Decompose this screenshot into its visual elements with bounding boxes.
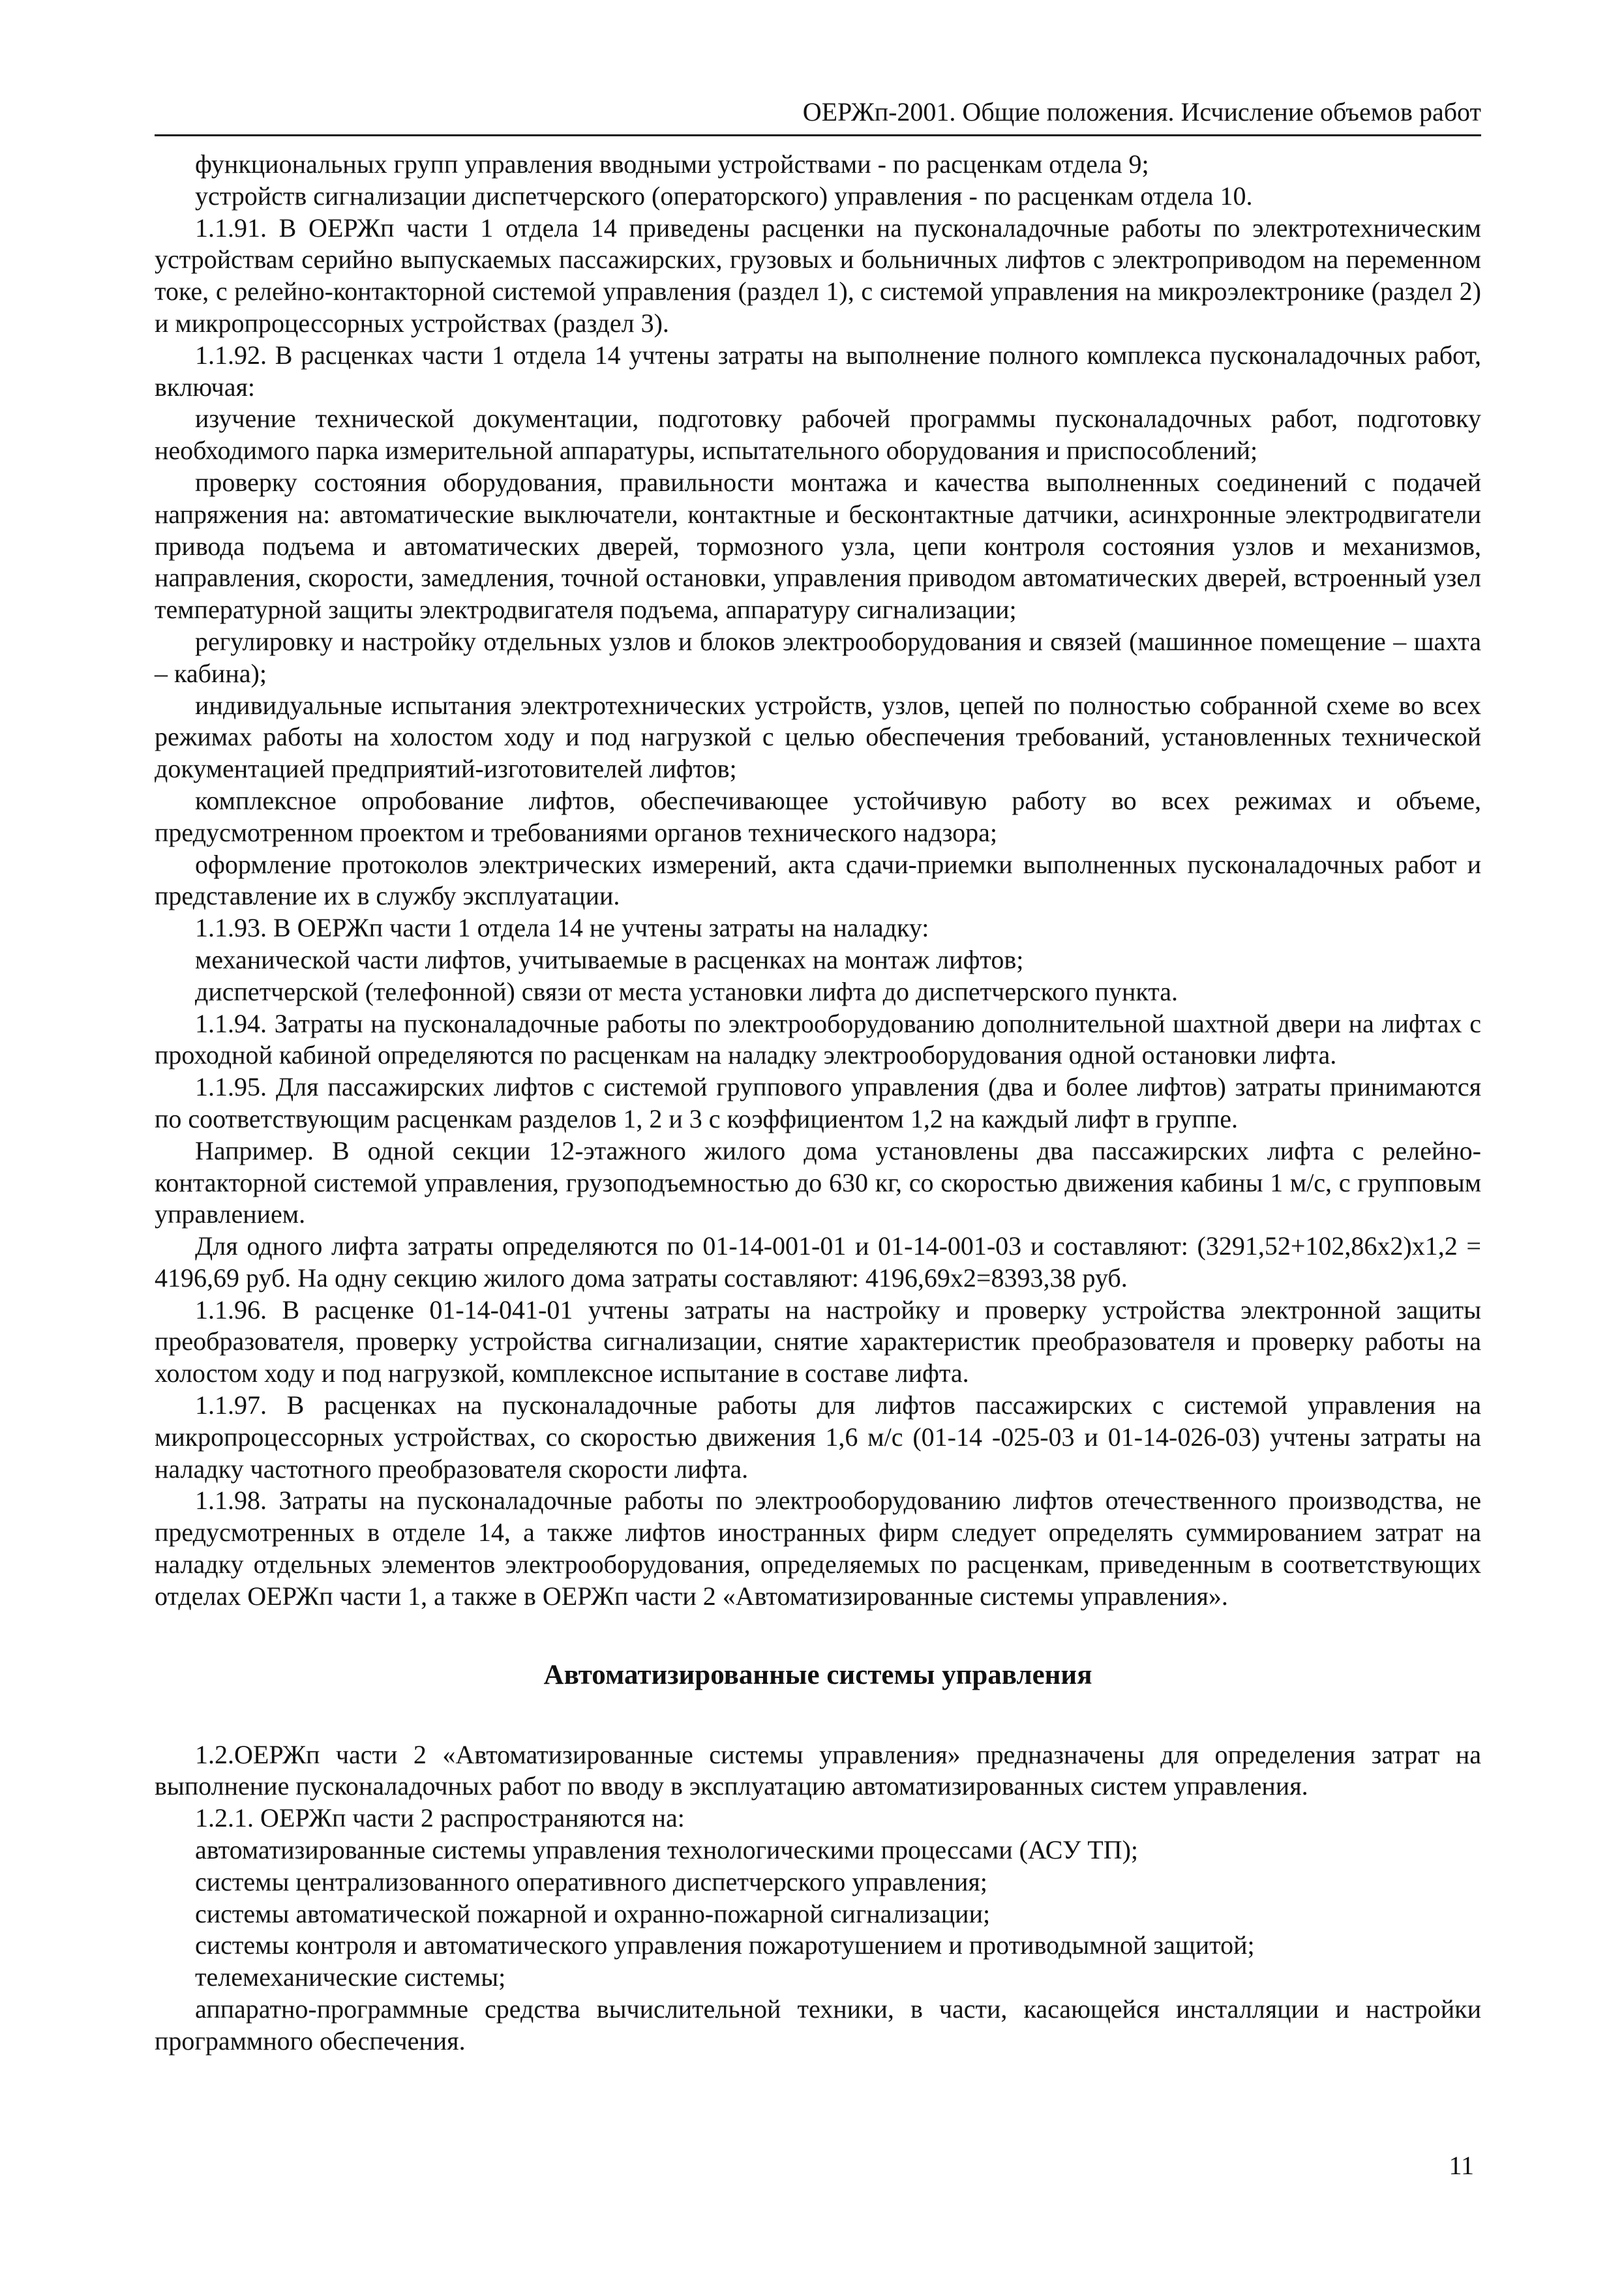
paragraph: 1.1.98. Затраты на пусконаладочные работы по электрооборудованию лифтов отечественного производства, не предусмотренных в отделе 14, а также лифтов иностранных фирм следует определять суммированием затрат на наладку отдельных элементов электрооборудования, определяемых по расценкам, приведенным в соответствующих отделах ОЕРЖп части 1, а также в ОЕРЖп части 2 «Автоматизированные системы управления». xyxy=(155,1486,1481,1611)
paragraph: автоматизированные системы управления технологическими процессами (АСУ ТП); xyxy=(195,1835,1139,1865)
paragraph: оформление протоколов электрических измерений, акта сдачи-приемки выполненных пусконаладочных работ и представление их в службу эксплуатации. xyxy=(155,849,1481,911)
paragraph: 1.1.96. В расценке 01-14-041-01 учтены затраты на настройку и проверку устройства электронной защиты преобразователя, проверку устройства сигнализации, снятие характеристик преобразователя и проверку работы на холостом ходу и под нагрузкой, комплексное испытание в составе лифта. xyxy=(155,1294,1481,1388)
paragraph: системы централизованного оперативного диспетчерского управления; xyxy=(195,1866,987,1896)
paragraph: 1.1.97. В расценках на пусконаладочные работы для лифтов пассажирских с системой управления на микропроцессорных устройствах, со скоростью движения 1,6 м/с (01-14 -025-03 и 01-14-026-03) учтены затраты на наладку частотного преобразователя скорости лифта. xyxy=(155,1390,1481,1484)
page-body xyxy=(155,149,1481,2057)
paragraph: Для одного лифта затраты определяются по 01-14-001-01 и 01-14-001-03 и составляют: (3291,52+102,86х2)х1,2 = 4196,69 руб. На одну секцию жилого дома затраты составляют: 4196,69х2=8393,38 руб. xyxy=(155,1231,1481,1293)
paragraph: телемеханические системы; xyxy=(195,1962,506,1992)
paragraph: изучение технической документации, подготовку рабочей программы пусконаладочных работ, подготовку необходимого парка измерительной аппаратуры, испытательного оборудования и приспособлений; xyxy=(155,404,1481,466)
section-heading: Автоматизированные системы управления xyxy=(543,1659,1092,1690)
paragraph: 1.1.91. В ОЕРЖп части 1 отдела 14 приведены расценки на пусконаладочные работы по электротехническим устройствам серийно выпускаемых пассажирских, грузовых и больничных лифтов с электроприводом на переменном токе, с релейно-контакторной системой управления (раздел 1), с системой управления на микроэлектронике (раздел 2) и микропроцессорных устройствах (раздел 3). xyxy=(155,213,1481,338)
paragraph: аппаратно-программные средства вычислительной техники, в части, касающейся инсталляции и настройки программного обеспечения. xyxy=(155,1994,1481,2056)
paragraph: функциональных групп управления вводными устройствами - по расценкам отдела 9; xyxy=(195,149,1149,179)
paragraph: механической части лифтов, учитываемые в расценках на монтаж лифтов; xyxy=(195,944,1024,974)
paragraph: системы контроля и автоматического управления пожаротушением и противодымной защитой; xyxy=(195,1930,1255,1960)
paragraph: проверку состояния оборудования, правильности монтажа и качества выполненных соединений с подачей напряжения на: автоматические выключатели, контактные и бесконтактные датчики, асинхронные электродвигатели привода подъема и автоматических дверей, тормозного узла, цепи контроля состояния узлов и механизмов, направления, скорости, замедления, точной остановки, управления приводом автоматических дверей, встроенный узел температурной защиты электродвигателя подъема, аппаратуру сигнализации; xyxy=(155,467,1481,625)
paragraph: диспетчерской (телефонной) связи от места установки лифта до диспетчерского пункта. xyxy=(195,976,1179,1006)
running-header: ОЕРЖп-2001. Общие положения. Исчисление объемов работ xyxy=(155,94,1481,136)
paragraph: регулировку и настройку отдельных узлов и блоков электрооборудования и связей (машинное помещение – шахта – кабина); xyxy=(155,626,1481,688)
paragraph: 1.1.94. Затраты на пусконаладочные работы по электрооборудованию дополнительной шахтной двери на лифтах с проходной кабиной определяются по расценкам на наладку электрооборудования одной остановки лифта. xyxy=(155,1008,1481,1070)
paragraph: 1.1.93. В ОЕРЖп части 1 отдела 14 не учтены затраты на наладку: xyxy=(195,913,929,943)
paragraph: 1.1.92. В расценках части 1 отдела 14 учтены затраты на выполнение полного комплекса пусконаладочных работ, включая: xyxy=(155,340,1481,402)
paragraph: устройств сигнализации диспетчерского (операторского) управления - по расценкам отдела 10. xyxy=(195,181,1253,211)
paragraph: системы автоматической пожарной и охранно-пожарной сигнализации; xyxy=(195,1898,991,1928)
paragraph: 1.2.ОЕРЖп части 2 «Автоматизированные системы управления» предназначены для определения затрат на выполнение пусконаладочных работ по вводу в эксплуатацию автоматизированных систем управления. xyxy=(155,1739,1481,1801)
paragraph: индивидуальные испытания электротехнических устройств, узлов, цепей по полностью собранной схеме во всех режимах работы на холостом ходу и под нагрузкой с целью обеспечения требований, установленных технической документацией предприятий-изготовителей лифтов; xyxy=(155,690,1481,784)
paragraph: комплексное опробование лифтов, обеспечивающее устойчивую работу во всех режимах и объеме, предусмотренном проектом и требованиями органов технического надзора; xyxy=(155,785,1481,847)
paragraph: 1.1.95. Для пассажирских лифтов с системой группового управления (два и более лифтов) затраты принимаются по соответствующим расценкам разделов 1, 2 и 3 с коэффициентом 1,2 на каждый лифт в группе. xyxy=(155,1072,1481,1133)
page-number: 11 xyxy=(1449,2151,1474,2180)
paragraph: 1.2.1. ОЕРЖп части 2 распространяются на: xyxy=(195,1803,685,1833)
paragraph: Например. В одной секции 12-этажного жилого дома установлены два пассажирских лифта с релейно-контакторной системой управления, грузоподъемностью до 630 кг, со скоростью движения кабины 1 м/с, с групповым управлением. xyxy=(155,1135,1481,1229)
